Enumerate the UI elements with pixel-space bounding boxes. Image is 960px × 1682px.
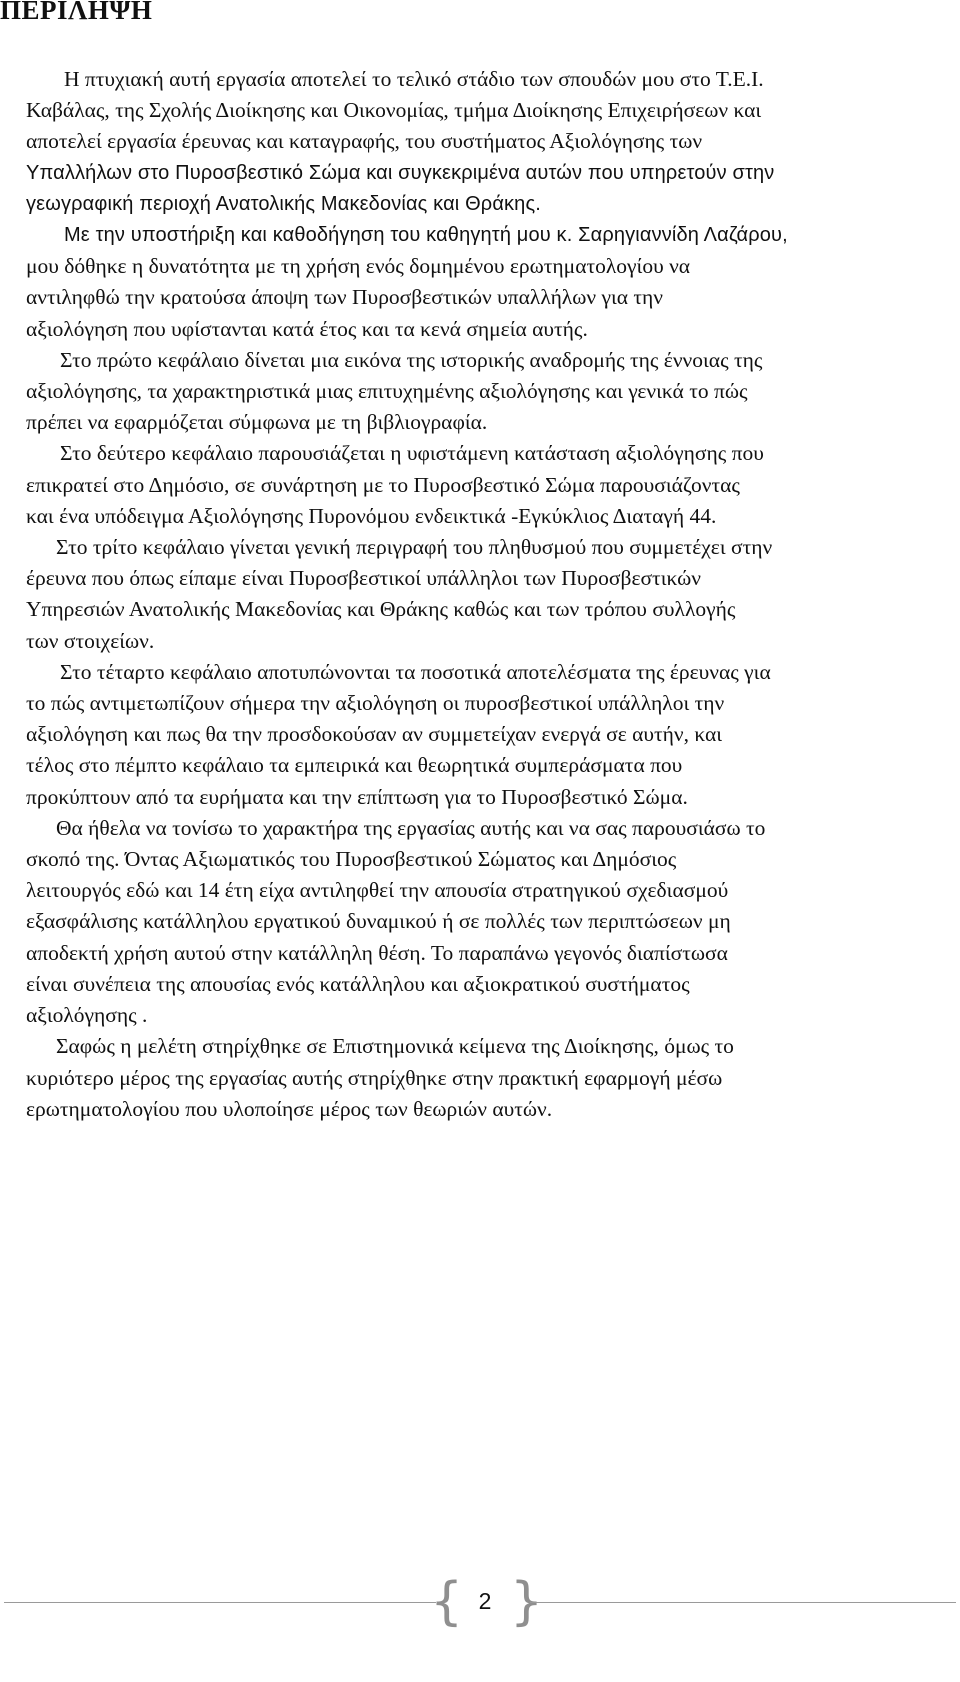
text-line: γεωγραφική περιοχή Ανατολικής Μακεδονίας και Θράκης. (26, 192, 541, 215)
text-line: Με την υποστήριξη και καθοδήγηση του καθηγητή μου κ. Σαρηγιαννίδη Λαζάρου, (64, 224, 788, 247)
text-line: προκύπτουν από τα ευρήματα και την επίπτωση για το Πυροσβεστικό Σώμα. (26, 784, 688, 809)
page-title: ΠΕΡΙΛΗΨΗ (0, 0, 153, 25)
text-line: πρέπει να εφαρμόζεται σύμφωνα με τη βιβλιογραφία. (26, 410, 488, 435)
paragraph-intro (26, 64, 956, 220)
paragraph-chapter-2 (26, 438, 956, 532)
text-line: εξασφάλισης κατάλληλου εργατικού δυναμικού ή σε πολλές των περιπτώσεων μη (26, 909, 731, 934)
footer-rule-right (530, 1602, 956, 1603)
open-brace-icon: { (430, 1572, 464, 1632)
text-line: είναι συνέπεια της απουσίας ενός κατάλληλου και αξιοκρατικού συστήματος (26, 971, 690, 996)
text-line: αξιολόγηση που υφίστανται κατά έτος και τα κενά σημεία αυτής. (26, 316, 588, 341)
text-line: Στο δεύτερο κεφάλαιο παρουσιάζεται η υφιστάμενη κατάσταση αξιολόγησης που (60, 441, 764, 466)
paragraph-chapter-1 (26, 345, 956, 439)
abstract-body (26, 64, 956, 1125)
text-line: έρευνα που όπως είπαμε είναι Πυροσβεστικοί υπάλληλοι των Πυροσβεστικών (26, 566, 702, 591)
text-line: Στο τρίτο κεφάλαιο γίνεται γενική περιγραφή του πληθυσμού που συμμετέχει στην (56, 535, 773, 560)
text-line: Σαφώς η μελέτη στηρίχθηκε σε Επιστημονικά κείμενα της Διοίκησης, όμως το (56, 1034, 734, 1059)
text-line: αποτελεί εργασία έρευνας και καταγραφής, του συστήματος Αξιολόγησης των (26, 129, 703, 154)
text-line: μου δόθηκε η δυνατότητα με τη χρήση ενός δομημένου ερωτηματολογίου να (26, 254, 691, 279)
page-footer (0, 1572, 960, 1636)
close-brace-icon: } (510, 1572, 544, 1632)
text-line: λειτουργός εδώ και 14 έτη είχα αντιληφθεί την απουσία στρατηγικού σχεδιασμού (26, 878, 729, 903)
paragraph-purpose (26, 813, 956, 1031)
paragraph-chapter-4-5 (26, 657, 956, 813)
text-line: και ένα υπόδειγμα Αξιολόγησης Πυρονόμου ενδεικτικά -Εγκύκλιος Διαταγή 44. (26, 503, 717, 528)
text-line: αντιληφθώ την κρατούσα άποψη των Πυροσβεστικών υπαλλήλων για την (26, 285, 664, 310)
paragraph-conclusion (26, 1031, 956, 1125)
text-line: κυριότερο μέρος της εργασίας αυτής στηρίχθηκε στην πρακτική εφαρμογή μέσω (26, 1065, 723, 1090)
page-number: 2 (478, 1588, 492, 1614)
text-line: τέλος στο πέμπτο κεφάλαιο τα εμπειρικά και θεωρητικά συμπεράσματα που (26, 753, 683, 778)
text-line: το πώς αντιμετωπίζουν σήμερα την αξιολόγηση οι πυροσβεστικοί υπάλληλοι την (26, 691, 725, 716)
text-line: Στο τέταρτο κεφάλαιο αποτυπώνονται τα ποσοτικά αποτελέσματα της έρευνας για (60, 659, 771, 684)
text-line: ερωτηματολογίου που υλοποίησε μέρος των θεωριών αυτών. (26, 1096, 553, 1121)
text-line: Υπηρεσιών Ανατολικής Μακεδονίας και Θράκης καθώς και των τρόπου συλλογής (26, 597, 736, 622)
text-line: αποδεκτή χρήση αυτού στην κατάλληλη θέση. Το παραπάνω γεγονός διαπίστωσα (26, 940, 728, 965)
text-line: σκοπό της. Όντας Αξιωματικός του Πυροσβεστικού Σώματος και Δημόσιος (26, 847, 677, 872)
paragraph-chapter-3 (26, 532, 956, 657)
text-line: αξιολόγηση και πως θα την προσδοκούσαν αν συμμετείχαν ενεργά σε αυτήν, και (26, 722, 723, 747)
text-line: Καβάλας, της Σχολής Διοίκησης και Οικονομίας, τμήμα Διοίκησης Επιχειρήσεων και (26, 98, 762, 123)
text-line: αξιολόγησης, τα χαρακτηριστικά μιας επιτυχημένης αξιολόγησης και γενικά το πώς (26, 379, 748, 404)
text-line: αξιολόγησης . (26, 1003, 148, 1028)
text-line: Θα ήθελα να τονίσω το χαρακτήρα της εργασίας αυτής και να σας παρουσιάσω το (56, 815, 766, 840)
text-line: Υπαλλήλων στο Πυροσβεστικό Σώμα και συγκεκριμένα αυτών που υπηρετούν στην (26, 161, 775, 184)
text-line: Η πτυχιακή αυτή εργασία αποτελεί το τελικό στάδιο των σπουδών μου στο Τ.Ε.Ι. (64, 67, 764, 91)
text-line: των στοιχείων. (26, 628, 155, 653)
text-line: επικρατεί στο Δημόσιο, σε συνάρτηση με το Πυροσβεστικό Σώμα παρουσιάζοντας (26, 472, 740, 497)
paragraph-supervisor (26, 220, 956, 345)
footer-rule-left (4, 1602, 436, 1603)
text-line: Στο πρώτο κεφάλαιο δίνεται μια εικόνα της ιστορικής αναδρομής της έννοιας της (60, 347, 763, 372)
